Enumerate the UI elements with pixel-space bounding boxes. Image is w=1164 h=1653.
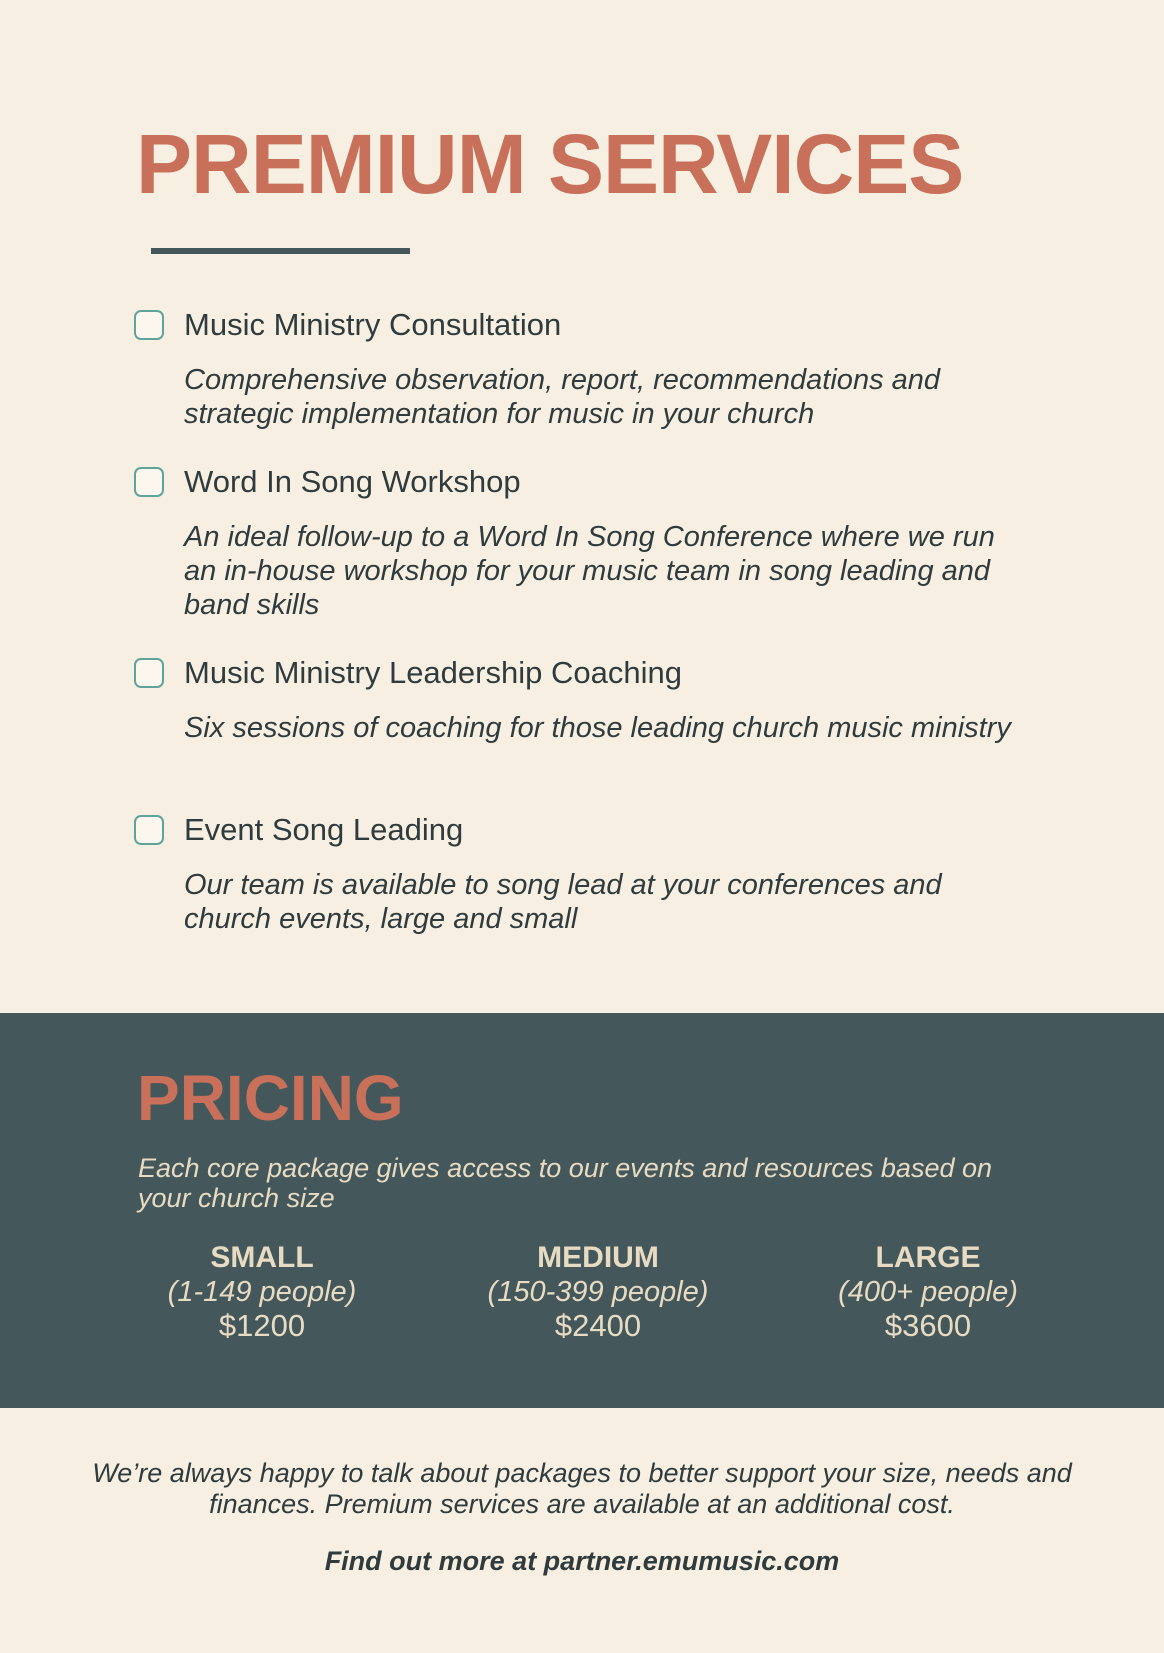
pricing-intro: Each core package gives access to our events and resources based on your church size [138,1153,993,1213]
tier-range: (400+ people) [838,1276,1018,1308]
service-name: Event Song Leading [184,812,464,847]
pricing-tier-small [102,1241,422,1343]
footer-note: We’re always happy to talk about packages to better support your size, needs and finances. Premium services are available at an additional cost. [92,1458,1072,1519]
service-checkbox[interactable] [134,467,164,497]
service-checkbox[interactable] [134,658,164,688]
service-checkbox[interactable] [134,815,164,845]
tier-price: $2400 [554,1308,642,1343]
pricing-tier-large [768,1241,1088,1343]
title-divider [151,248,410,254]
tier-range: (1-149 people) [167,1276,357,1308]
service-header [134,305,1024,345]
service-header [134,810,1024,850]
service-item [134,462,1024,622]
service-item [134,653,1024,745]
tier-price: $3600 [884,1308,972,1343]
service-description: An ideal follow-up to a Word In Song Conference where we run an in-house workshop for your music team in song leading and band skills [184,521,995,621]
service-name: Music Ministry Leadership Coaching [184,655,682,690]
service-item [134,810,1024,936]
pricing-title: PRICING [137,1062,404,1134]
pricing-tier-medium [438,1241,758,1343]
tier-price: $1200 [218,1308,306,1343]
service-name: Word In Song Workshop [184,464,521,499]
tier-name: LARGE [875,1241,981,1274]
service-description: Our team is available to song lead at your conferences and church events, large and small [184,869,942,935]
tier-range: (150-399 people) [487,1276,709,1308]
page-title: PREMIUM SERVICES [136,117,964,211]
tier-name: SMALL [210,1241,314,1274]
service-header [134,653,1024,693]
service-name: Music Ministry Consultation [184,307,562,342]
website-link[interactable]: Find out more at partner.emumusic.com [324,1546,840,1576]
service-description: Comprehensive observation, report, recommendations and strategic implementation for music in your church [184,364,941,430]
service-header [134,462,1024,502]
service-item [134,305,1024,431]
tier-name: MEDIUM [537,1241,659,1274]
pricing-section [0,1013,1164,1408]
service-description: Six sessions of coaching for those leading church music ministry [184,712,1011,744]
service-checkbox[interactable] [134,310,164,340]
